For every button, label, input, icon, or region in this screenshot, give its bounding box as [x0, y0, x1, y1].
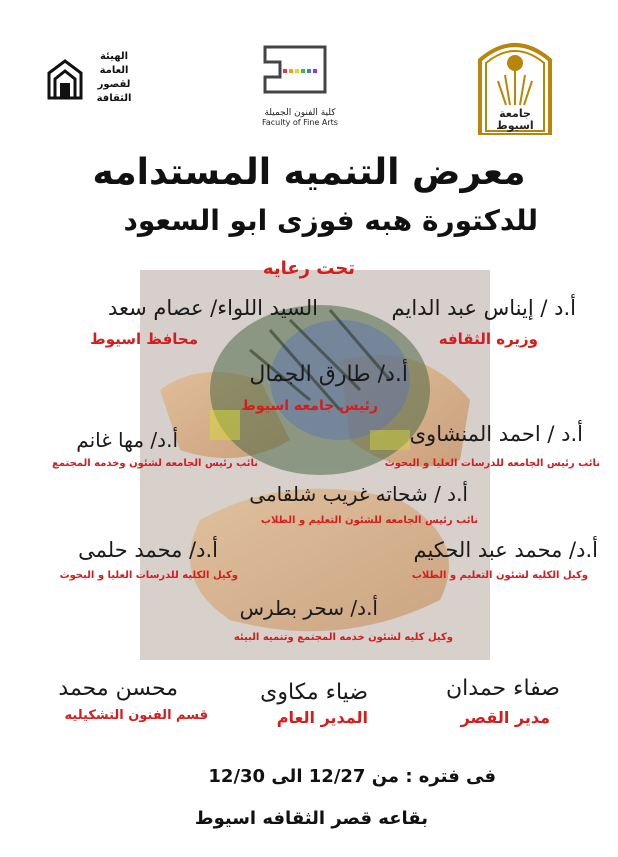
- staff1-title: مدير القصر: [460, 708, 550, 727]
- svg-text:اسيوط: اسيوط: [496, 119, 534, 132]
- artist-name: للدكتورة هبه فوزى ابو السعود: [123, 204, 538, 237]
- vp2-name: أ.د/ مها غانم: [76, 428, 178, 452]
- governor-title: محافظ اسيوط: [90, 330, 198, 348]
- vp1-title: نائب رئيس الجامعه للدرسات العليا و البحوث: [384, 458, 600, 469]
- exhibition-period: فى فتره : من 12/27 الى 12/30: [208, 766, 496, 787]
- minister-name: أ.د / إيناس عبد الدايم: [391, 296, 576, 320]
- cultural-palaces-logo: [45, 48, 140, 108]
- fine-arts-emblem-icon: [255, 42, 345, 102]
- vp3-name: أ.د / شحاته غريب شلقامى: [249, 482, 468, 506]
- fine-arts-label-ar: كلية الفنون الجميلة: [264, 108, 336, 118]
- fine-arts-logo: [255, 42, 345, 127]
- exhibition-title: معرض التنميه المستدامه: [92, 152, 526, 193]
- exhibition-venue: بقاعه قصر الثقافه اسيوط: [194, 808, 428, 829]
- fine-arts-label-en: Faculty of Fine Arts: [262, 118, 338, 127]
- vp3-title: نائب رئيس الجامعه للشئون التعليم و الطلاب: [260, 515, 478, 526]
- staff2-name: ضياء مكاوى: [260, 680, 368, 705]
- dean2-title: وكيل الكليه للدرسات العليا و البحوث: [59, 570, 238, 581]
- cultural-palaces-label: الهيئة العامة لقصور الثقافة: [96, 51, 132, 104]
- dean1-title: وكيل الكليه لشئون التعليم و الطلاب: [411, 570, 588, 581]
- svg-text:جامعة: جامعة: [499, 107, 531, 120]
- patronage-label: تحت رعايه: [262, 258, 356, 279]
- dean3-title: وكيل كليه لشئون خدمه المجتمع وتنميه البيئه: [233, 632, 453, 643]
- cultural-palaces-emblem-icon: [45, 53, 85, 103]
- governor-name: السيد اللواء/ عصام سعد: [107, 296, 318, 320]
- staff2-title: المدير العام: [276, 708, 368, 727]
- vp1-name: أ.د / احمد المنشاوى: [409, 422, 583, 446]
- dean1-name: أ.د/ محمد عبد الحكيم: [413, 538, 598, 562]
- assiut-university-logo: [470, 35, 560, 135]
- dean2-name: أ.د/ محمد حلمى: [78, 538, 218, 562]
- staff1-name: صفاء حمدان: [446, 676, 560, 701]
- minister-title: وزيره الثقافه: [438, 330, 538, 348]
- staff3-title: قسم الفنون التشكيليه: [64, 708, 208, 723]
- president-title: رئيس جامعه اسيوط: [241, 398, 378, 414]
- president-name: أ.د/ طارق الجمال: [249, 362, 408, 387]
- dean3-name: أ.د/ سحر بطرس: [239, 596, 378, 620]
- vp2-title: نائب رئيس الجامعه لشئون وخدمه المجتمع: [51, 458, 258, 469]
- staff3-name: محسن محمد: [58, 676, 178, 701]
